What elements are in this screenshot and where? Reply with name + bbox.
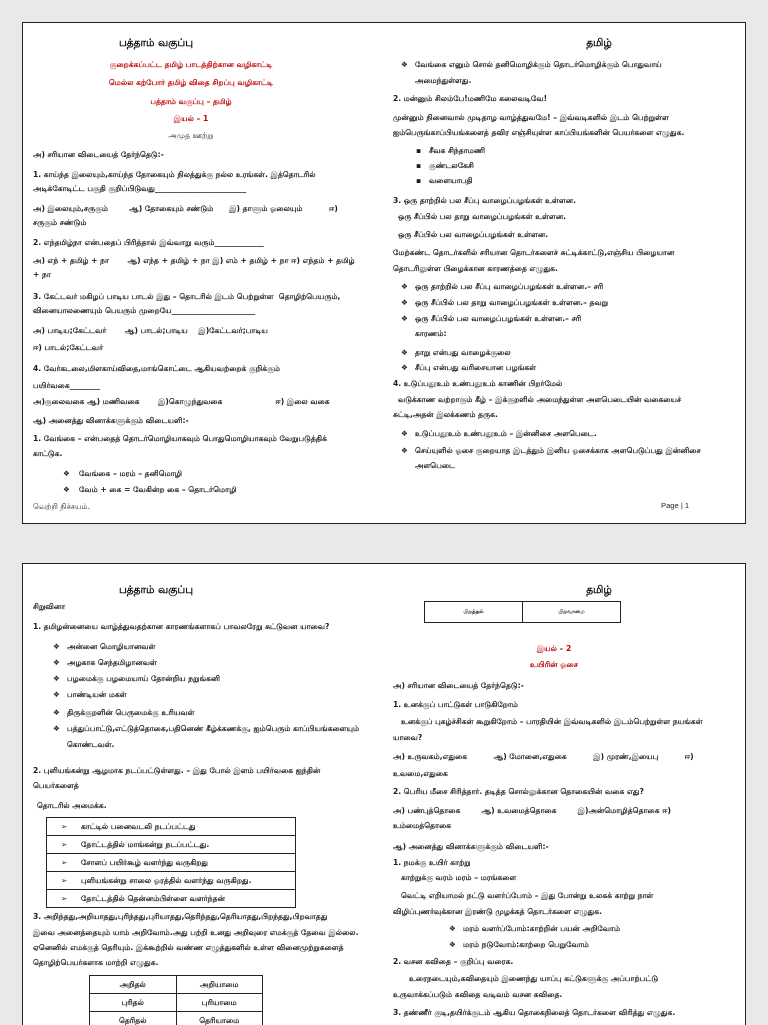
answer-bullet-text: உடுப்பதூஉம் உண்பதூஉம் – இன்னிசை அளபெடை. [415, 428, 739, 439]
answer-bullet-text: தாறு என்பது வாழைக்குலை [415, 347, 739, 358]
answer-bullet-text: அன்னை மொழியானவள் [67, 641, 385, 652]
answer-bullet-text: செய்யுளில் ஓசை குறையாத இடத்தும் இனிய ஓசைக்காக அளபெடுப்பது இன்னிசை [415, 445, 739, 456]
diamond-bullet-icon: ❖ [401, 445, 408, 456]
arrow-bullet-icon: ➢ [51, 822, 81, 831]
question-line: முன்னும் நினைவால் முடிதாழ வாழ்த்துவமே! – இவ்வடிகளில் இடம் பெற்றுள்ள [393, 112, 739, 123]
answer-line: கொண்டவள். [67, 739, 385, 750]
section-heading: அ) சரியான விடையைத் தேர்ந்தெடு:- [33, 149, 385, 160]
question-line: வினையாலணையும் பெயரும் முறையே______________________ [33, 305, 385, 316]
question-line: 1. நமக்கு உயிர் காற்று [393, 857, 739, 868]
sentence-text: சோளப் பயிர்கூழ் வளர்ந்து வருகிறது [81, 858, 208, 867]
chapter-label: இயல் – 1 [33, 113, 349, 124]
diamond-bullet-icon: ❖ [53, 641, 60, 652]
option-line: உம்மைத்தொகை [393, 820, 739, 831]
arrow-bullet-icon: ➢ [51, 858, 81, 867]
diamond-bullet-icon: ❖ [401, 428, 408, 439]
diamond-bullet-icon: ❖ [401, 347, 408, 358]
table-cell: தெரிதல் [90, 1012, 177, 1025]
table-row [90, 976, 263, 994]
table-row [90, 994, 263, 1012]
square-bullet-icon: ▪ [416, 175, 421, 186]
question-line: ஒரு சீப்பில் பல தாறு வாழைப்பழங்கள் உள்ளன. [398, 211, 739, 222]
page-header-class: பத்தாம் வகுப்பு [56, 36, 256, 50]
question-line: 3. அறிந்தது,அறியாதது,புரிந்தது,புரியாதது,தெரிந்தது,தெரியாதது,பிறந்தது,பிறவாதது [33, 911, 385, 922]
question-line: அடிக்கோடிட்ட பகுதி குறிப்பிடுவது________________________ [33, 183, 385, 194]
table-cell: புரியாமை [176, 994, 263, 1012]
table-cell: அறியாமை [176, 976, 263, 994]
sentence-text: தோட்டத்தில் தென்னம்பிள்ளை வளர்ந்தன் [81, 894, 225, 903]
question-line: 3. ஒரு தாற்றில் பல சீப்பு வாழைப்பழங்கள் உள்ளன. [393, 195, 739, 206]
table-row [90, 1012, 263, 1025]
square-bullet-icon: ▪ [416, 145, 421, 156]
page-header-subject: தமிழ் [499, 36, 699, 50]
question-line: 2. எந்தமிழ்நா என்பதைப் பிரித்தால் இவ்வாறு வரும்_____________ [33, 237, 385, 248]
question-line: 2. புளியங்கன்று ஆழமாக நடப்பட்டுள்ளது. – இது போல் இளம் பயிர்வகை ஐந்தின் [33, 765, 385, 776]
continued-table [424, 601, 621, 623]
diamond-bullet-icon: ❖ [63, 468, 70, 479]
table-row [47, 890, 296, 908]
footer-motto: வெற்றி நிச்சயம். [33, 501, 90, 512]
question-line: 1. தமிழன்னையை வாழ்த்துவதற்கான காரணங்களாகப் பாவலரேறு சுட்டுவன யாவை? [33, 621, 385, 632]
question-line: 1. உனக்குப் பாட்டுகள் பாடுகிறோம் [393, 699, 739, 710]
answer-bullet-text: மரம் நடுவோம்:காற்றை பெறுவோம் [463, 939, 739, 950]
sentence-text: புளியங்கன்று சாலை ஓரத்தில் வளர்ந்து வருகிறது. [81, 876, 252, 885]
diamond-bullet-icon: ❖ [401, 59, 408, 70]
question-line: சுட்டி,அதன் இலக்கணம் தருக. [393, 409, 739, 420]
diamond-bullet-icon: ❖ [449, 923, 456, 934]
table-row [47, 854, 296, 872]
answer-bullet-text: பத்துப்பாட்டு,எட்டுத்தொகை,பதினெண் கீழ்க்கணக்கு, ஐம்பெரும் காப்பியங்களையும் [67, 723, 385, 734]
question-line: 2. பெரிய மீசை சிரித்தார். தடித்த சொல்லுக்கான தொகையின் வகை எது? [393, 786, 739, 797]
diamond-bullet-icon: ❖ [53, 723, 60, 734]
question-line: தொழிற்பெயர்களாக மாற்றி எழுதுக. [33, 957, 385, 968]
question-line: 3. கேட்டவர் மகிழப் பாடிய பாடல் இது – தொடரில் இடம் பெற்றுள்ள தொழிற்பெயரும், [33, 291, 385, 302]
question-line: தொடரிலுள்ள பிழைக்கான காரணத்தை எழுதுக. [393, 263, 739, 274]
option-line: ஈ) பாடல்;கேட்டவர் [33, 342, 385, 353]
answer-bullet-text: ஒரு தாற்றில் பல சீப்பு வாழைப்பழங்கள் உள்ளன.– சரி [415, 281, 739, 292]
diamond-bullet-icon: ❖ [63, 484, 70, 495]
guide-title-line: குறைக்கப்பட்ட தமிழ் பாடத்திற்கான வழிகாட்டி [33, 59, 349, 70]
answer-line: உருவாக்கப்படும் கவிதை வடிவம் வசன கவிதை. [393, 989, 739, 1000]
section-heading: ஆ) அனைத்து வினாக்களுக்கும் விடையளி:- [393, 841, 739, 852]
question-line: மேற்கண்ட தொடர்களில் சரியான தொடர்களைச் சுட்டிக்காட்டு,எஞ்சிய பிழையான [393, 247, 739, 258]
answer-bullet-text: ஒரு சீப்பில் பல வாழைப்பழங்கள் உள்ளன.– சரி [415, 313, 739, 324]
question-line: ஐம்பெருங்காப்பியங்களைத் தவிர எஞ்சியுள்ள காப்பியங்களின் பெயர்களை எழுதுக. [393, 127, 739, 138]
answer-bullet-text: வேங்கை எனும் சொல் தனிமொழிக்கும் தொடர்மொழிக்கும் பொதுவாய் [415, 59, 739, 70]
question-line: 1. வேங்கை – என்பதைத் தொடர்மொழியாகவும் பொதுமொழியாகவும் வேறுபடுத்திக் [33, 433, 385, 444]
diamond-bullet-icon: ❖ [401, 362, 408, 373]
sentence-text: தோட்டத்தில் மாங்கன்று நடப்பட்டது. [81, 840, 209, 849]
question-line: 2. வசன கவிதை – குறிப்பு வரைக. [393, 956, 739, 967]
question-line: ஏனெனில் எமக்குத் தெரியும். இக்கூற்றில் வண்ண எழுத்துகளில் உள்ள வினைமுற்றுகளைத் [33, 942, 385, 953]
table-cell: அறிதல் [90, 976, 177, 994]
section-heading: சிறுவினா [33, 601, 385, 612]
option-line: உவமை,எதுகை [393, 768, 739, 779]
answer-line: அமைந்துள்ளது. [415, 75, 739, 86]
question-line: பெயர்களைத் [33, 780, 385, 791]
table-cell: பிறத்தல் [425, 602, 523, 623]
diamond-bullet-icon: ❖ [401, 297, 408, 308]
question-line: விழிப்புணர்வுக்கான இரண்டு முழக்கத் தொடர்களை எழுதுக. [393, 906, 739, 917]
diamond-bullet-icon: ❖ [53, 673, 60, 684]
lesson-title: அமுத ஊற்று [33, 130, 349, 141]
table-cell: புரிதல் [90, 994, 177, 1012]
option-line: அ) எந் + தமிழ் + நா ஆ) எந்த + தமிழ் + நா இ) எம் + தமிழ் + நா ஈ) எந்தம் + தமிழ் [33, 255, 385, 266]
chapter-label: இயல் – 2 [454, 643, 654, 654]
answer-bullet-text: வேங்கை – மரம் – தனிமொழி [79, 468, 385, 479]
answer-bullet-text: ஒரு சீப்பில் பல தாறு வாழைப்பழங்கள் உள்ளன.– தவறு [415, 297, 739, 308]
section-heading: அ) சரியான விடையைத் தேர்ந்தெடு:- [393, 680, 739, 691]
answer-line: உரைநடையும்,கவிதையும் இணைந்து யாப்பு கட்டுகளுக்கு அப்பாற்பட்டு [409, 973, 739, 984]
arrow-bullet-icon: ➢ [51, 876, 81, 885]
question-line: யாவை? [393, 732, 739, 743]
answer-bullet-text: வேம் + கை = வேகின்ற கை – தொடர்மொழி [79, 484, 385, 495]
page-number: Page | 1 [661, 500, 689, 511]
answer-bullet-text: சீவக சிந்தாமணி [429, 145, 739, 156]
answer-bullet-text: குண்டலகேசி [429, 160, 739, 171]
question-line: இவை அனைத்தையும் யாம் அறிவோம்.அது பற்றி உனது அறிவுரை எமக்குத் தேவை இல்லை. [33, 927, 385, 938]
diamond-bullet-icon: ❖ [53, 689, 60, 700]
guide-title-line: மெல்ல கற்போர் தமிழ் விதை சிறப்பு வழிகாட்டி [33, 77, 349, 88]
option-line: அ) இலையும்,சருகும் ஆ) தோகையும் சண்டும் இ) தாளும் ஓலையும் ஈ) [33, 203, 385, 214]
diamond-bullet-icon: ❖ [401, 281, 408, 292]
question-line: 3. தண்ணீர் குடி,தயிர்க்குடம் ஆகிய தொகைநிலைத் தொடர்களை விரித்து எழுதுக. [393, 1007, 739, 1018]
question-line: ஒரு சீப்பில் பல வாழைப்பழங்கள் உள்ளன. [398, 229, 739, 240]
diamond-bullet-icon: ❖ [53, 657, 60, 668]
table-row [47, 872, 296, 890]
table-row [47, 818, 296, 836]
diamond-bullet-icon: ❖ [449, 939, 456, 950]
question-line: காற்றுக்கு வரம் மரம் – மரங்களை [401, 872, 739, 883]
question-line: தொடரில் அமைக்க. [37, 800, 385, 811]
question-line: பயிர்வகை________ [33, 380, 385, 391]
page-header-class: பத்தாம் வகுப்பு [56, 583, 256, 597]
question-line: 4. உடுப்பதூஉம் உண்பதூஉம் காணின் பிறர்மேல் [393, 378, 739, 389]
answer-bullet-text: வளையாபதி [429, 175, 739, 186]
option-line: அ) பாடிய;கேட்டவர் ஆ) பாடல்;பாடிய இ)கேட்டவர்;பாடிய [33, 325, 385, 336]
question-line: வடுக்காண வற்றாகும் கீழ் – இக்குறளில் அமைந்துள்ள அளபெடையின் வகையைச் [398, 394, 739, 405]
table-row [425, 602, 621, 623]
sentence-text: காட்டில் பனைவடலி நடப்பட்டது [81, 822, 196, 831]
answer-bullet-text: அழகாக செந்தமிழானவள் [67, 657, 385, 668]
question-line: வெட்டி எறியாமல் நட்டு வளர்ப்போம் – இது போன்று உலகக் காற்று நாள் [401, 890, 739, 901]
table-cell: தெரியாமை [176, 1012, 263, 1025]
diamond-bullet-icon: ❖ [401, 313, 408, 324]
option-line: சருகும் சண்டும் [33, 217, 385, 228]
reason-label: காரணம்: [415, 328, 739, 339]
table-row [47, 836, 296, 854]
question-line: 1. காய்ந்த இலையும்,காய்ந்த தோகையும் நிலத்துக்கு நல்ல உரங்கள். இத்தொடரில் [33, 169, 385, 180]
option-line: அ)குலைவகை ஆ) மணிவகை இ)கொழுந்துவகை ஈ) இலை வகை [33, 396, 385, 407]
answer-line: அளபெடை [415, 460, 739, 471]
lesson-title: உயிரின் ஓசை [454, 659, 654, 670]
diamond-bullet-icon: ❖ [53, 707, 60, 718]
question-line: 2. மன்னும் சிலம்பே!மணிமே கலைவடிவே! [393, 93, 739, 104]
question-line: உனக்குப் புகழ்ச்சிகள் கூறுகிறோம் – பாரதியின் இவ்வடிகளில் இடம்பெற்றுள்ள நயங்கள் [401, 716, 739, 727]
verbal-noun-table [89, 975, 263, 1025]
answer-bullet-text: சீப்பு என்பது வரிசையான பழங்கள் [415, 362, 739, 373]
answer-bullet-text: பழமைக்கு பழமையாய் தோன்றிய நறுங்கனி [67, 673, 385, 684]
answer-bullet-text: பாண்டியன் மகள் [67, 689, 385, 700]
question-line: காட்டுக. [33, 448, 385, 459]
option-line: + நா [33, 269, 385, 280]
table-cell: பிறவாமை [523, 602, 621, 623]
sentence-table [46, 817, 296, 908]
square-bullet-icon: ▪ [416, 160, 421, 171]
document-page-2 [22, 563, 746, 1025]
answer-bullet-text: திருக்குறளின் பெருமைக்கு உரியவள் [67, 707, 385, 718]
answer-bullet-text: மரம் வளர்ப்போம்:காற்றின் பயன் அறிவோம் [463, 923, 739, 934]
arrow-bullet-icon: ➢ [51, 840, 81, 849]
section-heading: ஆ) அனைத்து வினாக்களுக்கும் விடையளி:- [33, 415, 385, 426]
option-line: அ) உருவகம்,எதுகை ஆ) மோனை,எதுகை இ) முரண்,இயைபு ஈ) [393, 751, 739, 762]
option-line: அ) பண்புத்தொகை ஆ) உவமைத்தொகை இ)அன்மொழித்தொகை ஈ) [393, 805, 739, 816]
arrow-bullet-icon: ➢ [51, 894, 81, 903]
question-line: 4. வேர்கடலை,மிளகாய்விதை,மாங்கொட்டை ஆகியவற்றைக் குறிக்கும் [33, 363, 385, 374]
guide-title-line: பத்தாம் வகுப்பு – தமிழ் [33, 96, 349, 107]
document-page-1 [22, 22, 746, 524]
page-header-subject: தமிழ் [499, 583, 699, 597]
